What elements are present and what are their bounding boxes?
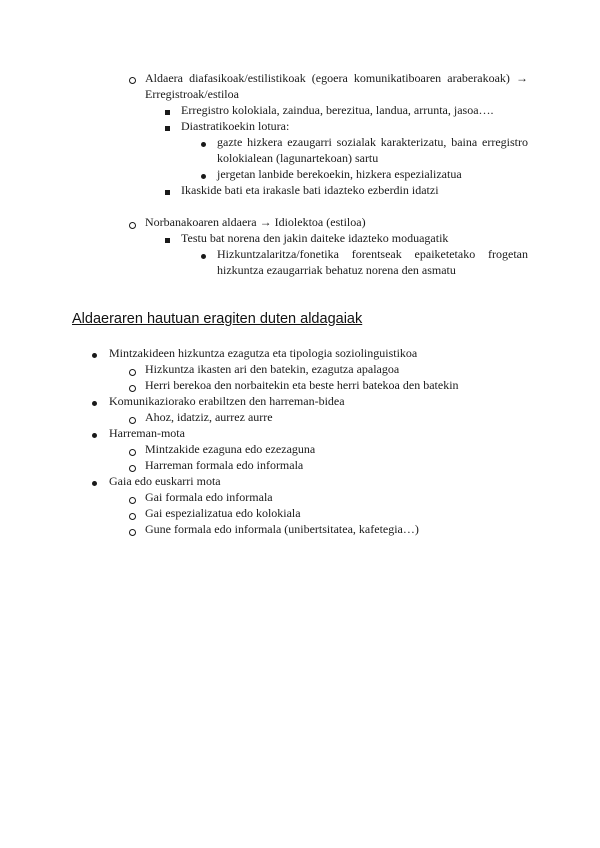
list-item-text: gazte hizkera ezaugarri sozialak karakterizatu, baina erregistro kolokialean (lagunartekoan) sartu: [217, 135, 528, 165]
list-item-text: Gune formala edo informala (unibertsitatea, kafetegia…): [145, 522, 419, 536]
list-item-text: Harreman formala edo informala: [145, 458, 304, 472]
hollow-circle-bullet-icon: [129, 417, 136, 424]
list-item-text: Gaia edo euskarri mota: [109, 474, 221, 488]
hollow-circle-bullet-icon: [129, 385, 136, 392]
list-item-text: Diastratikoekin lotura:: [181, 119, 290, 133]
hollow-circle-bullet-icon: [129, 529, 136, 536]
list-item-text: Aldaera diafasikoak/estilistikoak (egoera komunikatiboaren araberakoak) → Erregistroak/estiloa: [145, 71, 528, 101]
disc-bullet-icon: [201, 254, 206, 259]
square-bullet-icon: [165, 190, 170, 195]
list-item-text: Herri berekoa den norbaitekin eta beste herri batekoa den batekin: [145, 378, 459, 392]
hollow-circle-bullet-icon: [129, 77, 136, 84]
list-item-text: Gai espezializatua edo kolokiala: [145, 506, 301, 520]
hollow-circle-bullet-icon: [129, 497, 136, 504]
disc-bullet-icon: [92, 401, 97, 406]
disc-bullet-icon: [92, 353, 97, 358]
list-item-text: Mintzakide ezaguna edo ezezaguna: [145, 442, 316, 456]
list-item-text: Testu bat norena den jakin daiteke idazteko moduagatik: [181, 231, 449, 245]
square-bullet-icon: [165, 126, 170, 131]
disc-bullet-icon: [92, 433, 97, 438]
list-item-text: Gai formala edo informala: [145, 490, 273, 504]
hollow-circle-bullet-icon: [129, 369, 136, 376]
section-heading: Aldaeraren hautuan eragiten duten aldagaiak: [72, 311, 363, 327]
square-bullet-icon: [165, 110, 170, 115]
list-item-text: Hizkuntzalaritza/fonetika forentseak epaiketetako frogetan hizkuntza ezaugarriak behatuz norena den asmatu: [217, 247, 528, 277]
disc-bullet-icon: [201, 142, 206, 147]
list-item-text: Mintzakideen hizkuntza ezagutza eta tipologia soziolinguistikoa: [109, 346, 418, 360]
list-item-text: Ikaskide bati eta irakasle bati idazteko ezberdin idatzi: [181, 183, 439, 197]
list-item-text: Komunikaziorako erabiltzen den harreman-bidea: [109, 394, 345, 408]
list-item-text: Erregistro kolokiala, zaindua, berezitua, landua, arrunta, jasoa….: [181, 103, 494, 117]
square-bullet-icon: [165, 238, 170, 243]
hollow-circle-bullet-icon: [129, 222, 136, 229]
disc-bullet-icon: [92, 481, 97, 486]
list-item-text: Harreman-mota: [109, 426, 185, 440]
list-item-text: jergetan lanbide berekoekin, hizkera espezializatua: [217, 167, 462, 181]
list-item-text: Ahoz, idatziz, aurrez aurre: [145, 410, 273, 424]
list-item-text: Norbanakoaren aldaera → Idiolektoa (estiloa): [145, 215, 366, 229]
hollow-circle-bullet-icon: [129, 465, 136, 472]
list-item-text: Hizkuntza ikasten ari den batekin, ezagutza apalagoa: [145, 362, 400, 376]
disc-bullet-icon: [201, 174, 206, 179]
hollow-circle-bullet-icon: [129, 449, 136, 456]
hollow-circle-bullet-icon: [129, 513, 136, 520]
